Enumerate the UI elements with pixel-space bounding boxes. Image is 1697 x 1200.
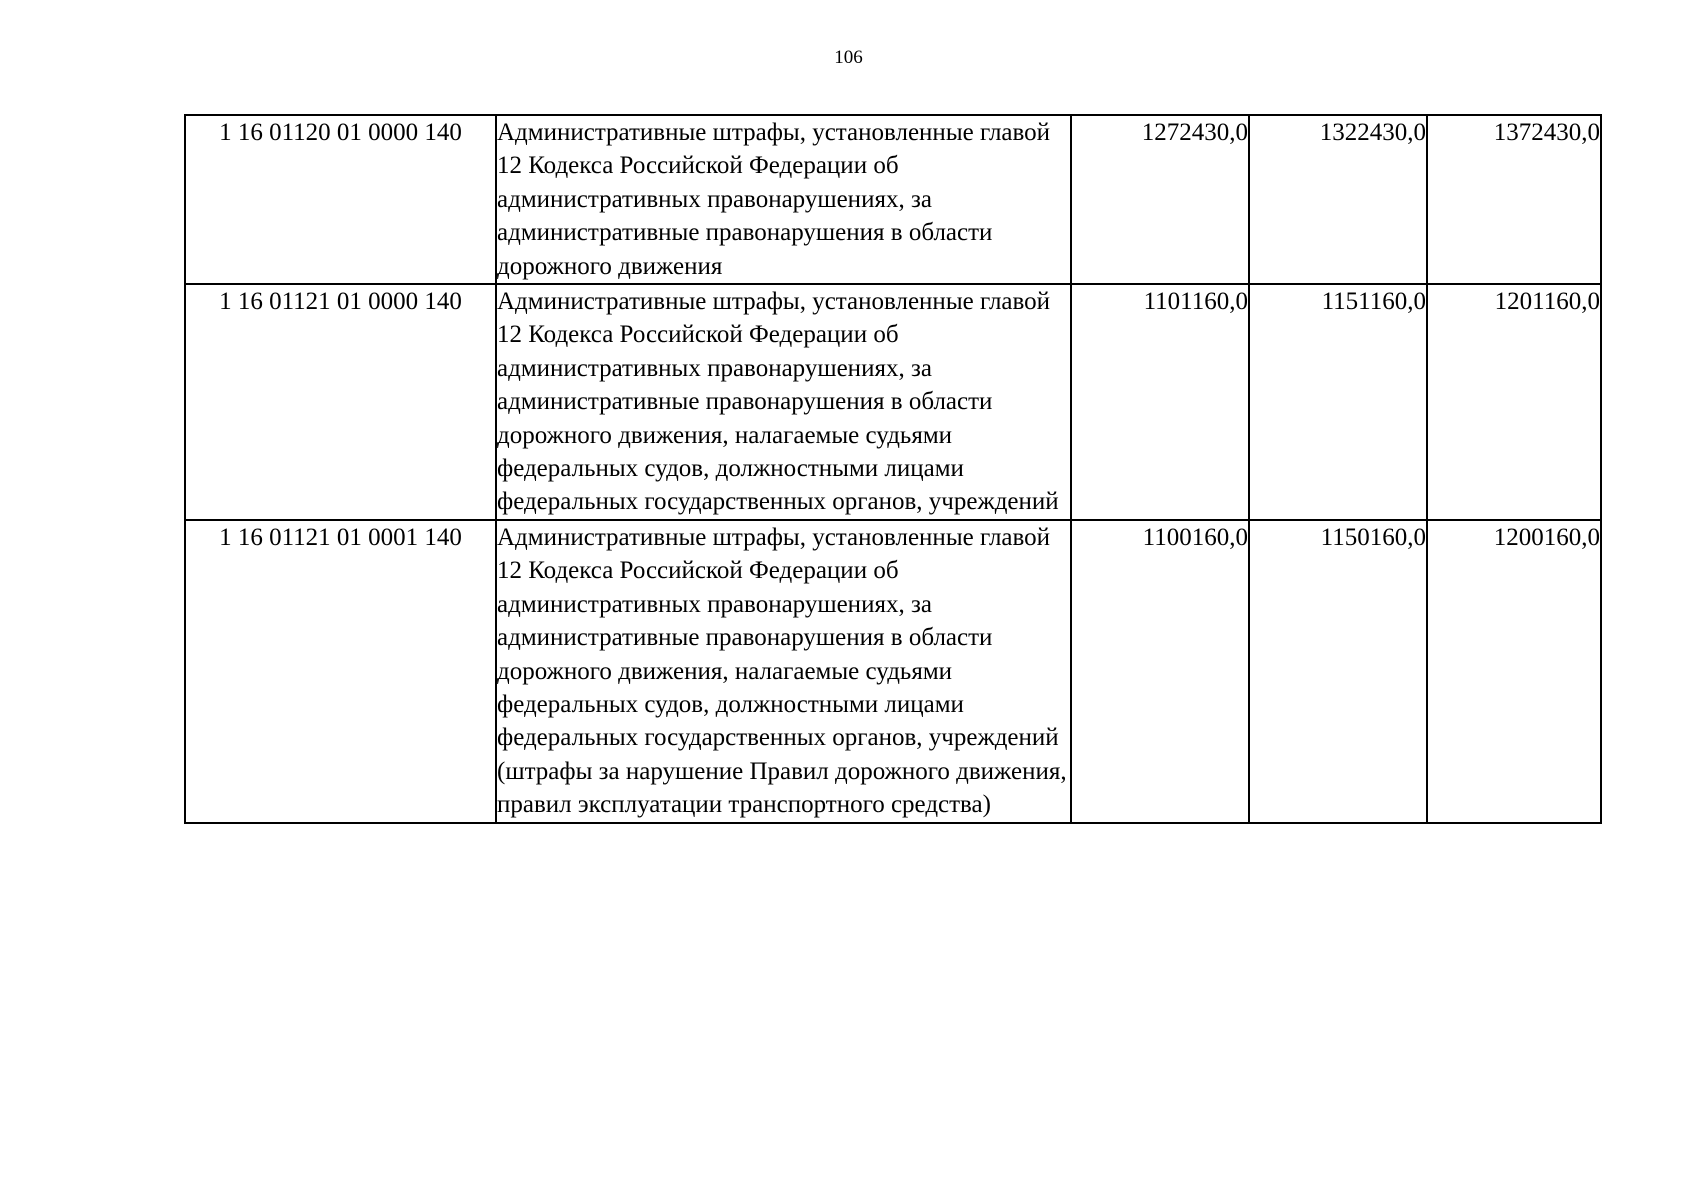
budget-code-cell: 1 16 01120 01 0000 140 [185,115,496,284]
amount-cell-year-3: 1372430,0 [1427,115,1601,284]
amount-cell-year-3: 1201160,0 [1427,284,1601,520]
description-cell: Административные штрафы, установленные главой 12 Кодекса Российской Федерации об административных правонарушениях, за административные правонарушения в области дорожного движения [496,115,1071,284]
description-cell: Административные штрафы, установленные главой 12 Кодекса Российской Федерации об административных правонарушениях, за административные правонарушения в области дорожного движения, налагаемые судьями федеральных судов, должностными лицами федеральных государственных органов, учреждений (штрафы за нарушение Правил дорожного движения, правил эксплуатации транспортного средства) [496,520,1071,823]
amount-cell-year-1: 1100160,0 [1071,520,1249,823]
page-number: 106 [834,47,863,68]
table-row [185,115,1601,284]
amount-cell-year-2: 1150160,0 [1249,520,1427,823]
budget-code-cell: 1 16 01121 01 0001 140 [185,520,496,823]
table-row [185,284,1601,520]
amount-cell-year-2: 1151160,0 [1249,284,1427,520]
budget-code-cell: 1 16 01121 01 0000 140 [185,284,496,520]
amount-cell-year-2: 1322430,0 [1249,115,1427,284]
revenue-table [184,114,1602,824]
table-row [185,520,1601,823]
amount-cell-year-1: 1101160,0 [1071,284,1249,520]
amount-cell-year-1: 1272430,0 [1071,115,1249,284]
description-cell: Административные штрафы, установленные главой 12 Кодекса Российской Федерации об административных правонарушениях, за административные правонарушения в области дорожного движения, налагаемые судьями федеральных судов, должностными лицами федеральных государственных органов, учреждений [496,284,1071,520]
amount-cell-year-3: 1200160,0 [1427,520,1601,823]
